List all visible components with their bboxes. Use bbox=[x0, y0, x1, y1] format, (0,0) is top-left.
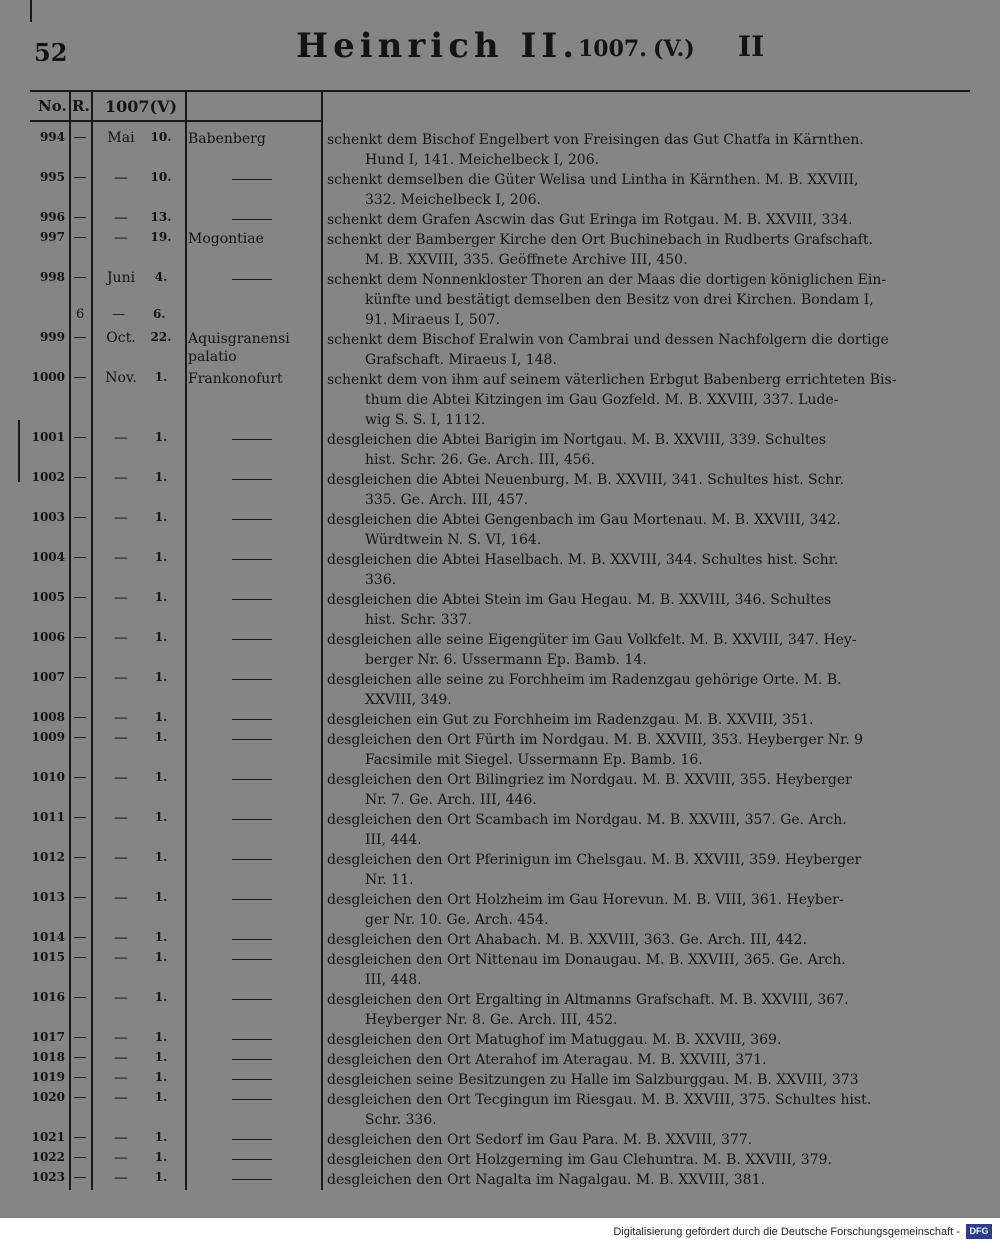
entry-day: 1. bbox=[154, 370, 168, 384]
top-rule bbox=[30, 90, 970, 92]
sub-entry-day: 6. bbox=[153, 307, 166, 321]
entry-day: 1. bbox=[154, 930, 168, 944]
entry-number: 1020 bbox=[31, 1090, 65, 1104]
column-header-r: R. bbox=[72, 97, 90, 115]
entry-month: — bbox=[114, 950, 128, 966]
entry-text bbox=[327, 890, 933, 930]
entry-text bbox=[327, 630, 933, 670]
entry-month: — bbox=[114, 210, 128, 226]
entry-day: 1. bbox=[154, 810, 168, 824]
ditto-dash bbox=[232, 639, 272, 640]
entry-day: 1. bbox=[154, 670, 168, 684]
entry-day: 1. bbox=[154, 990, 168, 1004]
entry-r: — bbox=[73, 1030, 87, 1045]
entry-text-line: desgleichen den Ort Holzheim im Gau Horevun. M. B. VIII, 361. Heyber- bbox=[327, 892, 844, 908]
ditto-dash bbox=[232, 819, 272, 820]
ditto-dash bbox=[232, 179, 272, 180]
entry-text-line: desgleichen den Ort Nagalta im Nagalgau. M. B. XXVIII, 381. bbox=[327, 1172, 765, 1188]
entry-number: 998 bbox=[39, 270, 65, 284]
entry-text bbox=[327, 270, 933, 330]
ditto-dash bbox=[232, 439, 272, 440]
entry-text-line: ger Nr. 10. Ge. Arch. 454. bbox=[365, 912, 549, 928]
entry-r: — bbox=[73, 950, 87, 965]
entry-day: 1. bbox=[154, 1090, 168, 1104]
header-rule bbox=[30, 120, 322, 122]
entry-text-line: desgleichen ein Gut zu Forchheim im Radenzgau. M. B. XXVIII, 351. bbox=[327, 712, 814, 728]
ditto-dash bbox=[232, 679, 272, 680]
entry-r: — bbox=[73, 1130, 87, 1145]
entry-text-line: künfte und bestätigt demselben den Besitz von drei Kirchen. Bondam I, bbox=[365, 292, 874, 308]
entry-month: — bbox=[114, 230, 128, 246]
entry-month: — bbox=[114, 1090, 128, 1106]
entry-number: 1009 bbox=[31, 730, 65, 744]
entry-number: 1022 bbox=[31, 1150, 65, 1164]
entry-number: 1007 bbox=[31, 670, 65, 684]
dfg-logo: DFG bbox=[966, 1224, 992, 1239]
entry-text-line: XXVIII, 349. bbox=[365, 692, 452, 708]
entry-number: 994 bbox=[39, 130, 65, 144]
entry-text-line: desgleichen den Ort Matughof im Matuggau. M. B. XXVIII, 369. bbox=[327, 1032, 782, 1048]
digitization-credit: Digitalisierung gefördert durch die Deutsche Forschungsgemeinschaft - bbox=[613, 1226, 960, 1238]
entry-day: 1. bbox=[154, 1070, 168, 1084]
entry-day: 1. bbox=[154, 630, 168, 644]
entry-r: — bbox=[73, 630, 87, 645]
entry-day: 1. bbox=[154, 950, 168, 964]
entry-number: 1011 bbox=[31, 810, 65, 824]
entry-text-line: desgleichen den Ort Nittenau im Donaugau. M. B. XXVIII, 365. Ge. Arch. bbox=[327, 952, 846, 968]
entry-month: — bbox=[114, 810, 128, 826]
entry-day: 1. bbox=[154, 710, 168, 724]
entry-number: 1000 bbox=[31, 370, 65, 384]
entry-text-line: desgleichen die Abtei Neuenburg. M. B. XXVIII, 341. Schultes hist. Schr. bbox=[327, 472, 845, 488]
entry-text bbox=[327, 550, 933, 590]
entry-text bbox=[327, 430, 933, 470]
entry-r: — bbox=[73, 1090, 87, 1105]
entry-r: — bbox=[73, 990, 87, 1005]
entry-day: 1. bbox=[154, 850, 168, 864]
ditto-dash bbox=[232, 1059, 272, 1060]
sub-entry-month: — bbox=[112, 307, 125, 322]
entry-day: 22. bbox=[150, 330, 172, 344]
entry-text-line: Schr. 336. bbox=[365, 1112, 437, 1128]
entry-number: 1016 bbox=[31, 990, 65, 1004]
entry-text-line: hist. Schr. 26. Ge. Arch. III, 456. bbox=[365, 452, 596, 468]
entry-number: 1021 bbox=[31, 1130, 65, 1144]
entry-text-line: desgleichen seine Besitzungen zu Halle im Salzburggau. M. B. XXVIII, 373 bbox=[327, 1072, 859, 1088]
entry-text bbox=[327, 470, 933, 510]
entry-day: 10. bbox=[150, 130, 172, 144]
entry-text bbox=[327, 1090, 933, 1130]
entry-day: 1. bbox=[154, 1130, 168, 1144]
entry-text-line: Grafschaft. Miraeus I, 148. bbox=[365, 352, 557, 368]
entry-month: — bbox=[114, 670, 128, 686]
ditto-dash bbox=[232, 1159, 272, 1160]
entry-r: — bbox=[73, 1070, 87, 1085]
entry-text-line: berger Nr. 6. Ussermann Ep. Bamb. 14. bbox=[365, 652, 647, 668]
entry-number: 999 bbox=[39, 330, 65, 344]
entry-text-line: desgleichen die Abtei Stein im Gau Hegau. M. B. XXVIII, 346. Schultes bbox=[327, 592, 832, 608]
entry-text-line: desgleichen alle seine zu Forchheim im Radenzgau gehörige Orte. M. B. bbox=[327, 672, 842, 688]
entry-number: 1013 bbox=[31, 890, 65, 904]
entry-day: 1. bbox=[154, 770, 168, 784]
year-header: 1007. bbox=[578, 36, 647, 62]
entry-r: — bbox=[73, 770, 87, 785]
ditto-dash bbox=[232, 599, 272, 600]
entry-number: 1006 bbox=[31, 630, 65, 644]
entry-text-line: III, 448. bbox=[365, 972, 422, 988]
entry-month: — bbox=[114, 930, 128, 946]
sub-entry-r: 6 bbox=[76, 307, 85, 322]
entry-number: 995 bbox=[39, 170, 65, 184]
ditto-dash bbox=[232, 279, 272, 280]
entry-month: — bbox=[114, 1150, 128, 1166]
entry-text bbox=[327, 170, 933, 210]
entry-text-line: M. B. XXVIII, 335. Geöffnete Archive III, 450. bbox=[365, 252, 688, 268]
entry-text-line: desgleichen den Ort Tecgingun im Riesgau. M. B. XXVIII, 375. Schultes hist. bbox=[327, 1092, 872, 1108]
margin-mark bbox=[18, 420, 20, 482]
entry-month: Mai bbox=[107, 130, 135, 146]
entry-r: — bbox=[73, 370, 87, 385]
entry-day: 1. bbox=[154, 590, 168, 604]
entry-number: 1018 bbox=[31, 1050, 65, 1064]
entry-day: 1. bbox=[154, 510, 168, 524]
entry-text-line: desgleichen den Ort Bilingriez im Nordgau. M. B. XXVIII, 355. Heyberger bbox=[327, 772, 852, 788]
entry-text-line: desgleichen den Ort Holzgerning im Gau Clehuntra. M. B. XXVIII, 379. bbox=[327, 1152, 832, 1168]
page-title: Heinrich II. bbox=[296, 26, 580, 66]
entry-text-line: desgleichen den Ort Ergalting in Altmanns Grafschaft. M. B. XXVIII, 367. bbox=[327, 992, 849, 1008]
entry-text bbox=[327, 210, 933, 230]
entry-text-line: Facsimile mit Siegel. Ussermann Ep. Bamb. 16. bbox=[365, 752, 703, 768]
entry-text-line: wig S. S. I, 1112. bbox=[365, 412, 486, 428]
column-header-number: No. bbox=[38, 97, 67, 115]
entry-month: Nov. bbox=[105, 370, 137, 386]
entry-text bbox=[327, 370, 933, 430]
entry-text-line: schenkt der Bamberger Kirche den Ort Buchinebach in Rudberts Grafschaft. bbox=[327, 232, 873, 248]
entry-month: — bbox=[114, 770, 128, 786]
entry-r: — bbox=[73, 170, 87, 185]
entry-text-line: III, 444. bbox=[365, 832, 422, 848]
entry-text-line: desgleichen alle seine Eigengüter im Gau Volkfelt. M. B. XXVIII, 347. Hey- bbox=[327, 632, 857, 648]
entry-r: — bbox=[73, 1170, 87, 1185]
entry-number: 1023 bbox=[31, 1170, 65, 1184]
ditto-dash bbox=[232, 1039, 272, 1040]
ditto-dash bbox=[232, 779, 272, 780]
entry-text bbox=[327, 770, 933, 810]
entry-day: 19. bbox=[150, 230, 172, 244]
entry-number: 1004 bbox=[31, 550, 65, 564]
entry-number: 1002 bbox=[31, 470, 65, 484]
entry-place: Aquisgranensi palatio bbox=[188, 331, 290, 365]
entry-number: 1005 bbox=[31, 590, 65, 604]
entry-month: — bbox=[114, 550, 128, 566]
entry-r: — bbox=[73, 850, 87, 865]
entry-number: 1014 bbox=[31, 930, 65, 944]
entry-month: — bbox=[114, 470, 128, 486]
entry-day: 1. bbox=[154, 890, 168, 904]
entry-number: 996 bbox=[39, 210, 65, 224]
entry-text-line: Heyberger Nr. 8. Ge. Arch. III, 452. bbox=[365, 1012, 618, 1028]
entry-day: 1. bbox=[154, 1170, 168, 1184]
entry-r: — bbox=[73, 590, 87, 605]
entry-month: Oct. bbox=[106, 330, 136, 346]
ditto-dash bbox=[232, 559, 272, 560]
entry-text-line: desgleichen den Ort Aterahof im Ateragau. M. B. XXVIII, 371. bbox=[327, 1052, 767, 1068]
entry-text-line: desgleichen den Ort Ahabach. M. B. XXVIII, 363. Ge. Arch. III, 442. bbox=[327, 932, 807, 948]
entry-day: 10. bbox=[150, 170, 172, 184]
ditto-dash bbox=[232, 999, 272, 1000]
entry-number: 1003 bbox=[31, 510, 65, 524]
entry-text bbox=[327, 1030, 933, 1050]
entry-number: 1001 bbox=[31, 430, 65, 444]
entry-month: Juni bbox=[106, 270, 136, 286]
entry-r: — bbox=[73, 1050, 87, 1065]
entry-month: — bbox=[114, 890, 128, 906]
entry-month: — bbox=[114, 1070, 128, 1086]
entry-number: 997 bbox=[39, 230, 65, 244]
entry-text bbox=[327, 810, 933, 850]
entry-text bbox=[327, 990, 933, 1030]
entry-text bbox=[327, 130, 933, 170]
entry-text-line: schenkt demselben die Güter Welisa und Lintha in Kärnthen. M. B. XXVIII, bbox=[327, 172, 859, 188]
ditto-dash bbox=[232, 519, 272, 520]
ditto-dash bbox=[232, 899, 272, 900]
entry-month: — bbox=[114, 510, 128, 526]
entry-text bbox=[327, 1050, 933, 1070]
entry-text-line: desgleichen die Abtei Barigin im Nortgau. M. B. XXVIII, 339. Schultes bbox=[327, 432, 827, 448]
entry-text-line: desgleichen den Ort Scambach im Nordgau. M. B. XXVIII, 357. Ge. Arch. bbox=[327, 812, 847, 828]
entry-text-line: Hund I, 141. Meichelbeck I, 206. bbox=[365, 152, 600, 168]
entry-place: Babenberg bbox=[188, 131, 266, 147]
entry-month: — bbox=[114, 850, 128, 866]
entry-month: — bbox=[114, 430, 128, 446]
ditto-dash bbox=[232, 939, 272, 940]
entry-place: Mogontiae bbox=[188, 231, 264, 247]
entry-text-line: desgleichen den Ort Sedorf im Gau Para. M. B. XXVIII, 377. bbox=[327, 1132, 753, 1148]
ditto-dash bbox=[232, 739, 272, 740]
ditto-dash bbox=[232, 479, 272, 480]
entry-r: — bbox=[73, 130, 87, 145]
entry-month: — bbox=[114, 1130, 128, 1146]
entry-text-line: Nr. 11. bbox=[365, 872, 414, 888]
entry-month: — bbox=[114, 1030, 128, 1046]
entry-number: 1012 bbox=[31, 850, 65, 864]
entry-month: — bbox=[114, 710, 128, 726]
entry-text-line: schenkt dem von ihm auf seinem väterlichen Erbgut Babenberg errichteten Bis- bbox=[327, 372, 897, 388]
entry-text bbox=[327, 850, 933, 890]
entry-text bbox=[327, 510, 933, 550]
ditto-dash bbox=[232, 1079, 272, 1080]
header-mark: II bbox=[738, 30, 765, 63]
entry-number: 1019 bbox=[31, 1070, 65, 1084]
entry-text-line: desgleichen den Ort Pferinigun im Chelsgau. M. B. XXVIII, 359. Heyberger bbox=[327, 852, 862, 868]
entry-text bbox=[327, 710, 933, 730]
entry-text bbox=[327, 1130, 933, 1150]
entry-r: — bbox=[73, 930, 87, 945]
entry-r: — bbox=[73, 470, 87, 485]
entry-r: — bbox=[73, 1150, 87, 1165]
ditto-dash bbox=[232, 1099, 272, 1100]
entry-text bbox=[327, 1070, 933, 1090]
entry-day: 1. bbox=[154, 550, 168, 564]
entry-r: — bbox=[73, 730, 87, 745]
entry-text-line: 332. Meichelbeck I, 206. bbox=[365, 192, 541, 208]
entry-r: — bbox=[73, 510, 87, 525]
entry-number: 1015 bbox=[31, 950, 65, 964]
entry-text bbox=[327, 230, 933, 270]
entry-text-line: 336. bbox=[365, 572, 397, 588]
entry-day: 4. bbox=[154, 270, 168, 284]
entry-text-line: desgleichen die Abtei Gengenbach im Gau Mortenau. M. B. XXVIII, 342. bbox=[327, 512, 841, 528]
entry-r: — bbox=[73, 270, 87, 285]
entry-r: — bbox=[73, 810, 87, 825]
entry-month: — bbox=[114, 170, 128, 186]
entry-number: 1008 bbox=[31, 710, 65, 724]
entry-text-line: schenkt dem Nonnenkloster Thoren an der Maas die dortigen königlichen Ein- bbox=[327, 272, 887, 288]
entry-text-line: desgleichen den Ort Fürth im Nordgau. M. B. XXVIII, 353. Heyberger Nr. 9 bbox=[327, 732, 864, 748]
entry-month: — bbox=[114, 590, 128, 606]
entry-day: 1. bbox=[154, 470, 168, 484]
ditto-dash bbox=[232, 959, 272, 960]
entry-text bbox=[327, 670, 933, 710]
ditto-dash bbox=[232, 719, 272, 720]
entry-r: — bbox=[73, 210, 87, 225]
column-rule-text bbox=[321, 92, 323, 1190]
entry-month: — bbox=[114, 630, 128, 646]
entry-r: — bbox=[73, 330, 87, 345]
entry-place: Frankonofurt bbox=[188, 371, 283, 387]
entry-text-line: thum die Abtei Kitzingen im Gau Gozfeld. M. B. XXVIII, 337. Lude- bbox=[365, 392, 839, 408]
entry-text-line: schenkt dem Bischof Eralwin von Cambrai und dessen Nachfolgern die dortige bbox=[327, 332, 889, 348]
entry-month: — bbox=[114, 730, 128, 746]
entry-month: — bbox=[114, 990, 128, 1006]
entry-month: — bbox=[114, 1170, 128, 1186]
entry-day: 1. bbox=[154, 1050, 168, 1064]
entry-r: — bbox=[73, 230, 87, 245]
entry-r: — bbox=[73, 670, 87, 685]
entry-day: 1. bbox=[154, 1150, 168, 1164]
ditto-dash bbox=[232, 219, 272, 220]
entry-r: — bbox=[73, 430, 87, 445]
column-header-date: 1007(V) bbox=[105, 97, 178, 116]
entry-day: 1. bbox=[154, 430, 168, 444]
entry-month: — bbox=[114, 1050, 128, 1066]
entry-r: — bbox=[73, 710, 87, 725]
entry-text-line: Würdtwein N. S. VI, 164. bbox=[365, 532, 542, 548]
entry-r: — bbox=[73, 890, 87, 905]
entry-day: 1. bbox=[154, 730, 168, 744]
ditto-dash bbox=[232, 1179, 272, 1180]
entry-day: 13. bbox=[150, 210, 172, 224]
entry-text-line: schenkt dem Grafen Ascwin das Gut Eringa im Rotgau. M. B. XXVIII, 334. bbox=[327, 212, 853, 228]
entry-day: 1. bbox=[154, 1030, 168, 1044]
entry-text-line: 335. Ge. Arch. III, 457. bbox=[365, 492, 529, 508]
entry-text bbox=[327, 730, 933, 770]
regnal-year-header: (V.) bbox=[653, 36, 695, 62]
entry-text-line: hist. Schr. 337. bbox=[365, 612, 472, 628]
page-number: 52 bbox=[34, 38, 68, 67]
entry-text bbox=[327, 930, 933, 950]
entry-text bbox=[327, 590, 933, 630]
entry-text-line: Nr. 7. Ge. Arch. III, 446. bbox=[365, 792, 537, 808]
ditto-dash bbox=[232, 859, 272, 860]
entry-r: — bbox=[73, 550, 87, 565]
entry-text bbox=[327, 1150, 933, 1170]
ditto-dash bbox=[232, 1139, 272, 1140]
entry-text-line: 91. Miraeus I, 507. bbox=[365, 312, 501, 328]
entry-text bbox=[327, 950, 933, 990]
left-page-line bbox=[30, 0, 32, 22]
entry-number: 1010 bbox=[31, 770, 65, 784]
entry-text bbox=[327, 330, 933, 370]
entry-number: 1017 bbox=[31, 1030, 65, 1044]
entry-text bbox=[327, 1170, 933, 1190]
column-rule-place bbox=[185, 92, 187, 1190]
entry-text-line: desgleichen die Abtei Haselbach. M. B. XXVIII, 344. Schultes hist. Schr. bbox=[327, 552, 839, 568]
entry-text-line: schenkt dem Bischof Engelbert von Freisingen das Gut Chatfa in Kärnthen. bbox=[327, 132, 864, 148]
